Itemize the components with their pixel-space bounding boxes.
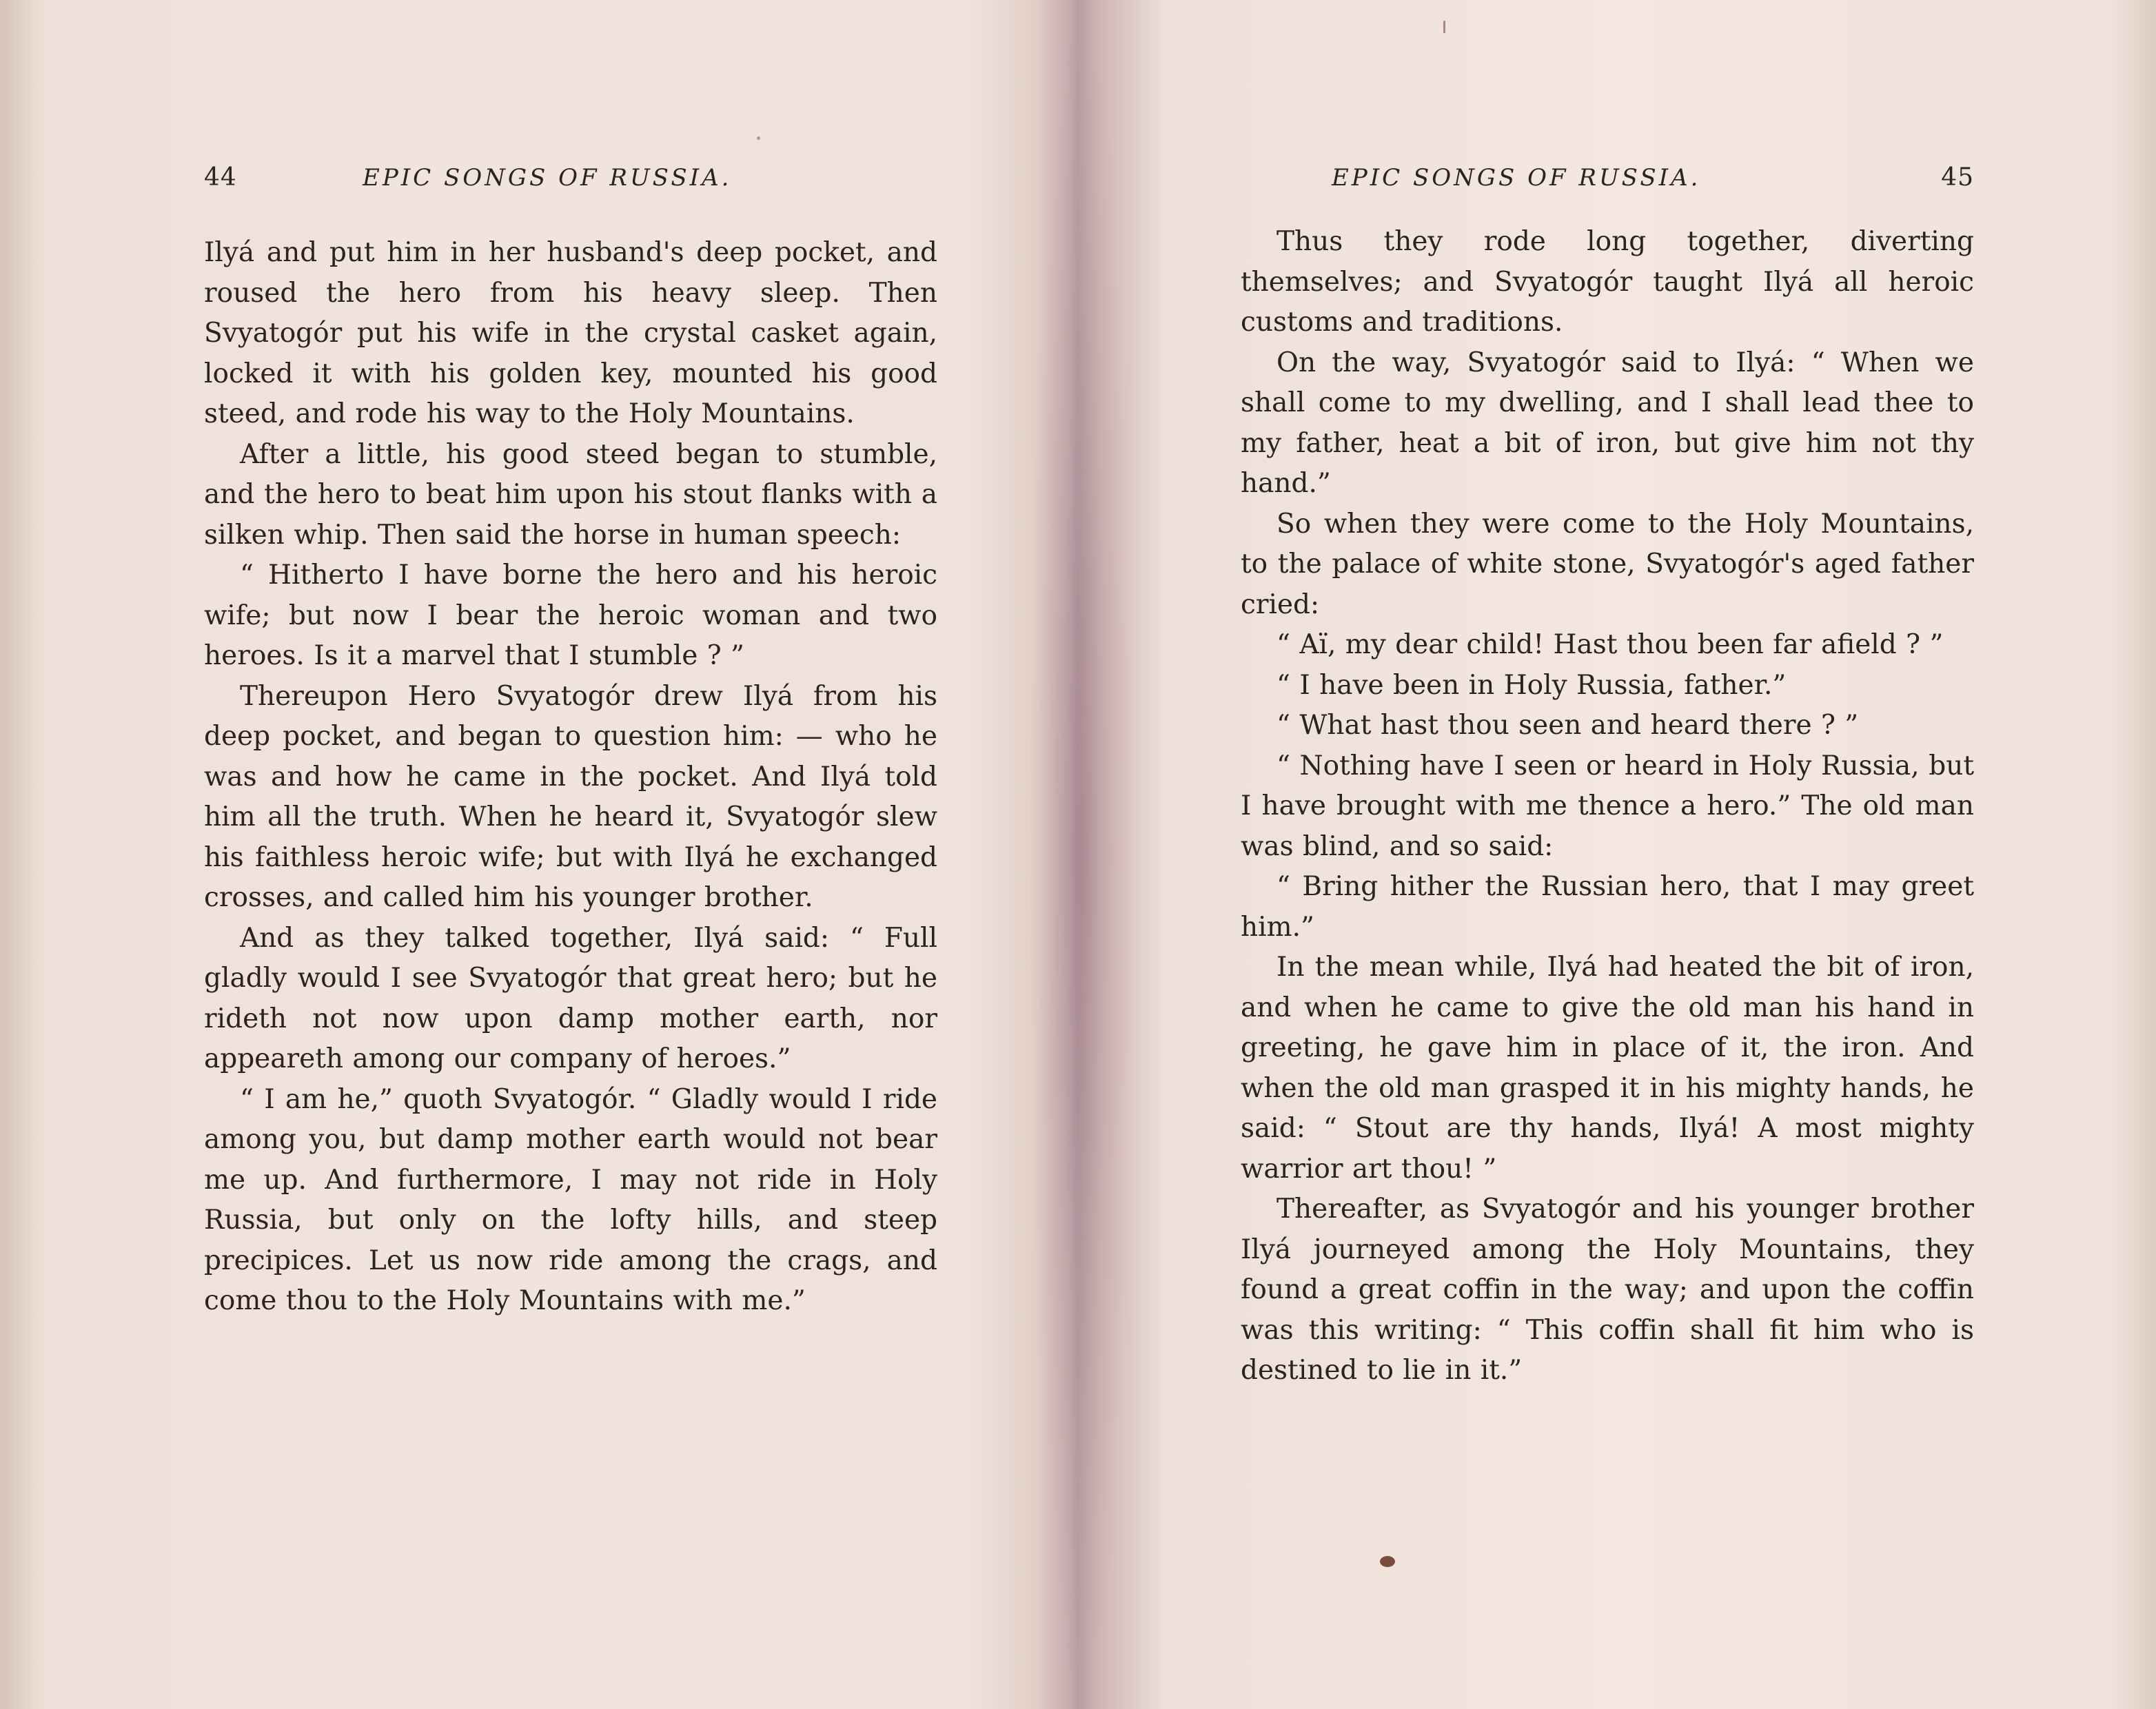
paper-speck xyxy=(757,136,760,140)
paragraph: Ilyá and put him in her husband's deep pocket, and roused the hero from his heavy sleep. Then Svyatogór put his wife in the crystal casket again, locked it with his golden key, mounted his good steed, and rode his way to the Holy Mountains. xyxy=(204,237,937,429)
paragraph: Thereafter, as Svyatogór and his younger brother Ilyá journeyed among the Holy Mountains, they found a great coffin in the way; and upon the coffin was this writing: “ This coffin shall fit him who is destined to lie in it.” xyxy=(1241,1194,1974,1386)
right-page-number: 45 xyxy=(1941,163,1974,192)
paragraph: “ Bring hither the Russian hero, that I may greet him.” xyxy=(1241,871,1974,943)
paper-speck xyxy=(1443,21,1445,33)
paragraph: After a little, his good steed began to stumble, and the hero to beat him upon his stout flanks with a silken whip. Then said the horse in human speech: xyxy=(204,438,937,551)
paragraph: “ Hitherto I have borne the hero and his heroic wife; but now I bear the heroic woman and two heroes. Is it a marvel that I stumble ? ” xyxy=(204,560,937,671)
paragraph: On the way, Svyatogór said to Ilyá: “ When we shall come to my dwelling, and I shall lead thee to my father, heat a bit of iron, but give him not thy hand.” xyxy=(1241,347,1974,499)
left-page-number: 44 xyxy=(204,163,237,192)
paragraph: “ What hast thou seen and heard there ? ” xyxy=(1277,710,1859,741)
paragraph: “ I have been in Holy Russia, father.” xyxy=(1277,669,1787,701)
left-page xyxy=(0,0,1075,1709)
paragraph: Thereupon Hero Svyatogór drew Ilyá from his deep pocket, and began to question him: — who he was and how he came in the pocket. And Ilyá told him all the truth. When he heard it, Svyatogór slew his faithless heroic wife; but with Ilyá he exchanged crosses, and called him his younger brother. xyxy=(204,680,937,913)
paragraph: Thus they rode long together, diverting themselves; and Svyatogór taught Ilyá all heroic customs and traditions. xyxy=(1241,226,1974,338)
paper-speck xyxy=(1380,1556,1395,1567)
paragraph: And as they talked together, Ilyá said: “ Full gladly would I see Svyatogór that great hero; but he rideth not now upon damp mother earth, nor appeareth among our company of heroes.” xyxy=(204,922,937,1074)
right-page-header xyxy=(1241,157,1974,198)
right-running-head: EPIC SONGS OF RUSSIA. xyxy=(1332,164,1701,192)
paragraph: “ I am he,” quoth Svyatogór. “ Gladly would I ride among you, but damp mother earth would not bear me up. And furthermore, I may not ride in Holy Russia, but only on the lofty hills, and steep precipices. Let us now ride among the crags, and come thou to the Holy Mountains with me.” xyxy=(204,1083,937,1316)
left-page-body xyxy=(204,233,937,1322)
paragraph: “ Nothing have I seen or heard in Holy Russia, but I have brought with me thence a hero.” The old man was blind, and so said: xyxy=(1241,750,1974,862)
left-running-head: EPIC SONGS OF RUSSIA. xyxy=(363,164,732,192)
left-page-header xyxy=(204,157,937,198)
right-page-body xyxy=(1241,222,1974,1391)
paragraph: So when they were come to the Holy Mountains, to the palace of white stone, Svyatogór's aged father cried: xyxy=(1241,508,1974,620)
paragraph: In the mean while, Ilyá had heated the bit of iron, and when he came to give the old man his hand in greeting, he gave him in place of it, the iron. And when the old man grasped it in his mighty hands, he said: “ Stout are thy hands, Ilyá! A most mighty warrior art thou! ” xyxy=(1241,952,1974,1185)
right-page xyxy=(1081,0,2156,1709)
paragraph: “ Aï, my dear child! Hast thou been far afield ? ” xyxy=(1277,629,1944,660)
